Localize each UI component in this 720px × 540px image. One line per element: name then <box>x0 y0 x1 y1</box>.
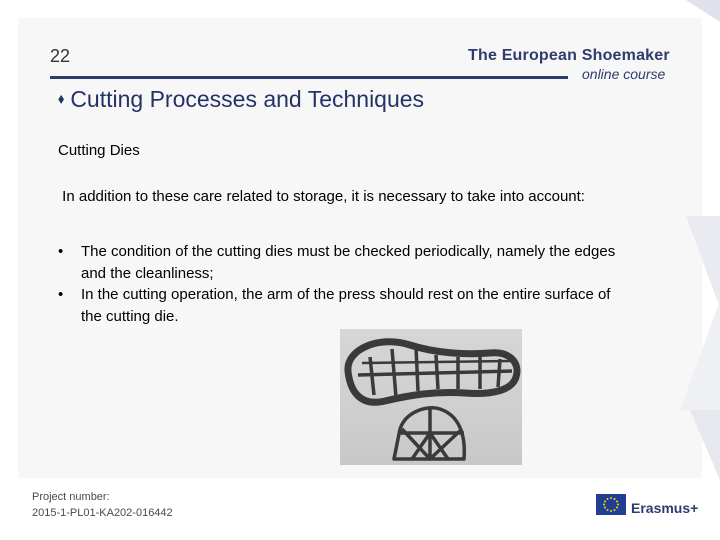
eu-flag-icon <box>596 494 626 515</box>
bullet-marker: • <box>58 286 64 303</box>
project-number-label: Project number: <box>32 491 110 503</box>
intro-paragraph <box>58 186 618 208</box>
bullet-marker: • <box>58 243 64 260</box>
brand-title: The European Shoemaker <box>468 47 670 64</box>
cutting-die-photo <box>340 329 522 465</box>
header-rule <box>50 76 568 79</box>
intro-paragraph-text: In addition to these care related to storage, it is necessary to take into account: <box>62 188 585 205</box>
list-item <box>58 284 618 327</box>
list-item-text: In the cutting operation, the arm of the press should rest on the entire surface of the cutting die. <box>81 286 611 325</box>
bullet-list <box>58 241 618 327</box>
slide-heading-text: Cutting Processes and Techniques <box>70 86 425 112</box>
list-item <box>58 241 618 284</box>
brand-subtitle: online course <box>582 66 666 82</box>
side-decoration <box>680 300 720 410</box>
slide-heading <box>58 86 424 113</box>
diamond-bullet-icon: ⬧ <box>58 90 65 106</box>
erasmus-logo-text: Erasmus+ <box>631 500 699 516</box>
list-item-text: The condition of the cutting dies must be checked periodically, namely the edges and the cleanliness; <box>81 243 616 282</box>
side-decoration <box>690 410 720 480</box>
page-number: 22 <box>50 46 71 66</box>
cutting-die-illustration <box>340 329 522 465</box>
section-subheading: Cutting Dies <box>58 142 140 159</box>
side-decoration <box>686 216 720 308</box>
project-number-value: 2015-1-PL01-KA202-016442 <box>32 507 173 519</box>
corner-decoration <box>686 0 720 22</box>
eu-stars-icon <box>596 494 626 515</box>
